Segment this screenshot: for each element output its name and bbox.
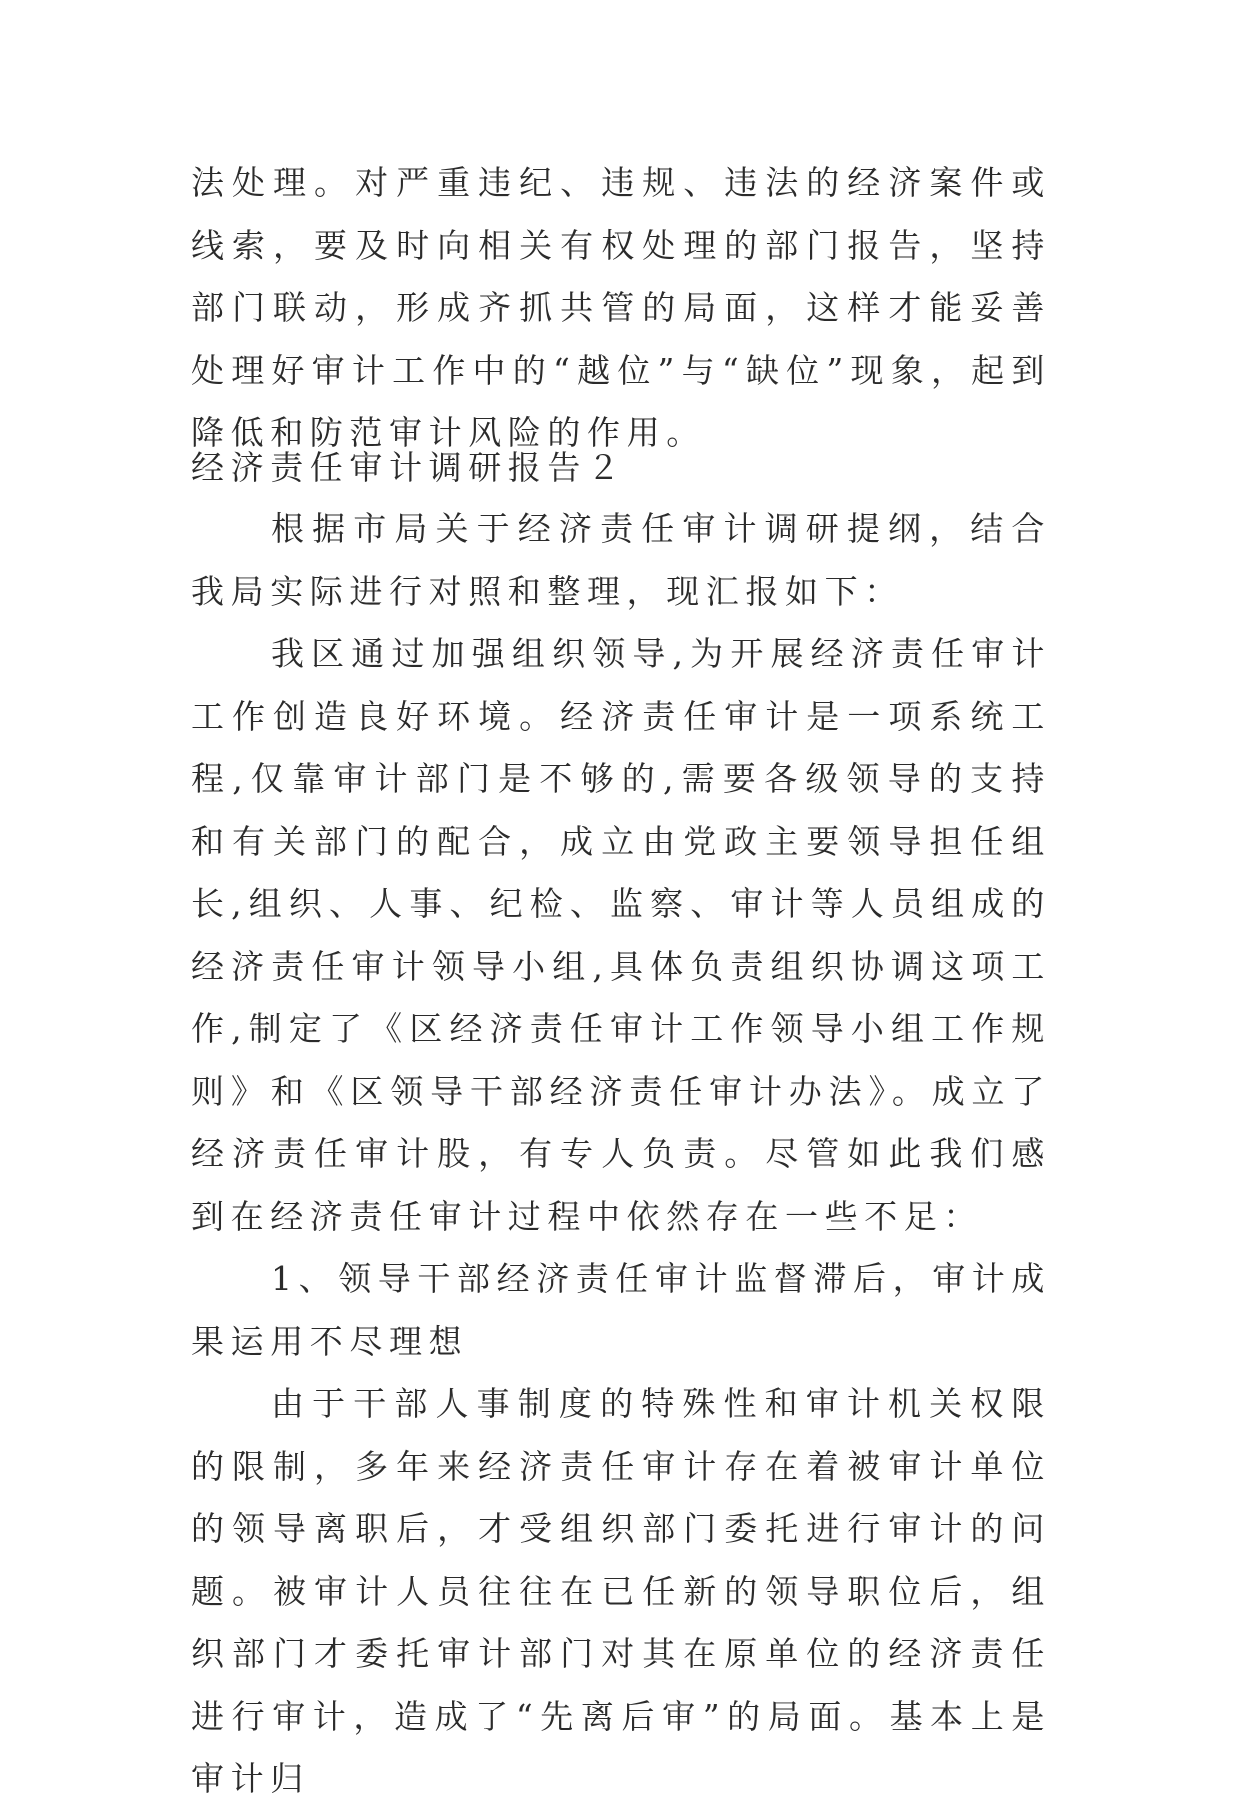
paragraph-intro: 根据市局关于经济责任审计调研提纲，结合我局实际进行对照和整理，现汇报如下： [191, 509, 1051, 611]
body-text-block [191, 498, 1051, 1811]
paragraph-issue-detail: 由于干部人事制度的特殊性和审计机关权限的限制，多年来经济责任审计存在着被审计单位的领导离职后，才受组织部门委托进行审计的问题。被审计人员往往在已任新的领导职位后，组织部门才委托审计部门对其在原单位的经济责任进行审计，造成了“先离后审”的局面。基本上是审计归 [191, 1384, 1051, 1798]
continued-paragraph-block [191, 152, 1051, 465]
continued-paragraph: 法处理。对严重违纪、违规、违法的经济案件或线索，要及时向相关有权处理的部门报告，坚持部门联动，形成齐抓共管的局面，这样才能妥善处理好审计工作中的“越位”与“缺位”现象，起到降低和防范审计风险的作用。 [191, 163, 1051, 452]
section-title: 经济责任审计调研报告２ [191, 448, 627, 487]
paragraph-organization: 我区通过加强组织领导,为开展经济责任审计工作创造良好环境。经济责任审计是一项系统工程,仅靠审计部门是不够的,需要各级领导的支持和有关部门的配合，成立由党政主要领导担任组长,组织、人事、纪检、监察、审计等人员组成的经济责任审计领导小组,具体负责组织协调这项工作,制定了《区经济责任审计工作领导小组工作规则》和《区领导干部经济责任审计办法》。成立了经济责任审计股，有专人负责。尽管如此我们感到在经济责任审计过程中依然存在一些不足： [191, 634, 1051, 1236]
paragraph-issue-heading: 1、领导干部经济责任审计监督滞后，审计成果运用不尽理想 [191, 1259, 1051, 1361]
section-title-block [191, 437, 1051, 500]
